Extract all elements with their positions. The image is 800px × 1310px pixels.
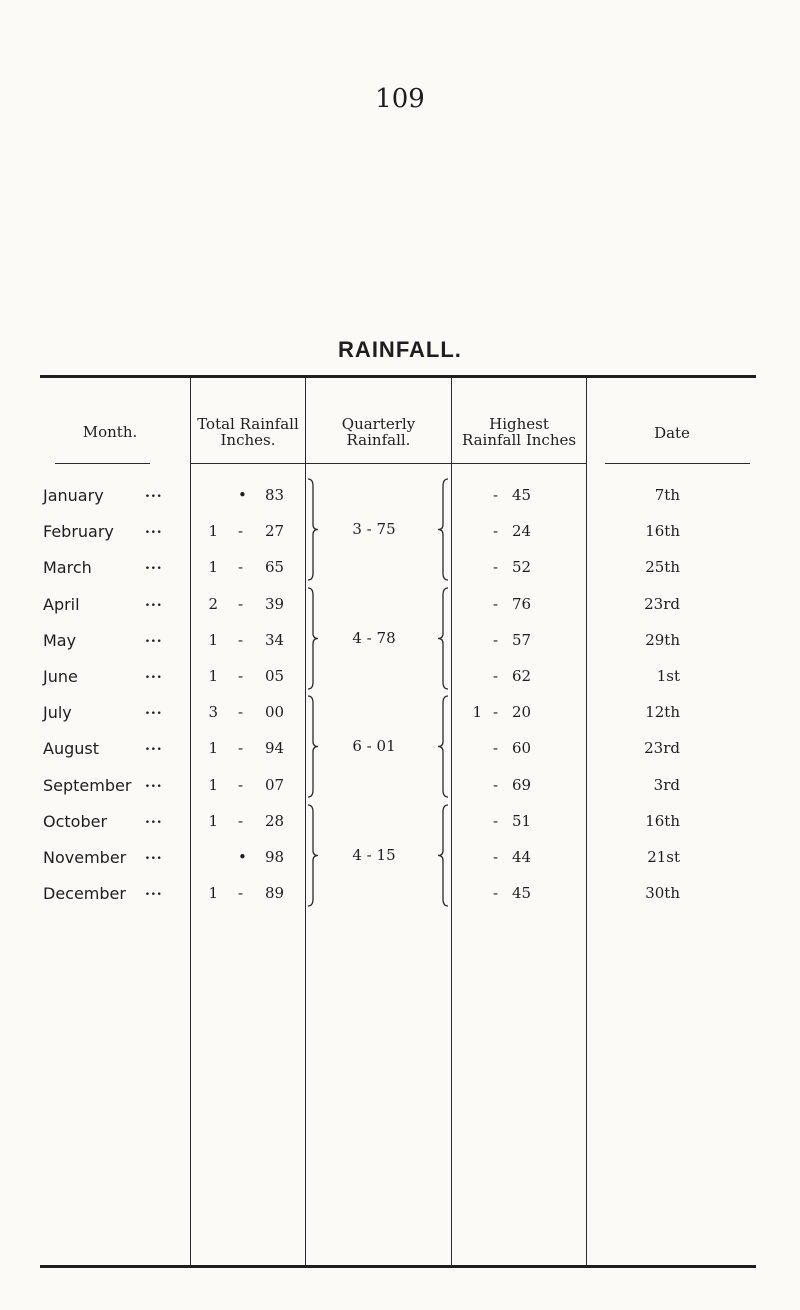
header-month: Month. (82, 423, 138, 441)
month-label: February (43, 522, 114, 541)
quarterly-value: 4 - 78 (352, 629, 396, 647)
highest-decimal: 24 (512, 522, 532, 540)
quarterly-value: 3 - 75 (352, 520, 396, 538)
quarterly-value: 6 - 01 (352, 737, 396, 755)
date-value: 21st (647, 848, 680, 866)
leader-dots: ... (145, 883, 163, 899)
total-decimal-point: - (238, 776, 244, 794)
total-decimal-point: - (238, 703, 244, 721)
highest-decimal-point: - (493, 667, 499, 685)
header-highest-line1: Highest (489, 415, 549, 433)
total-decimal: 94 (265, 739, 285, 757)
total-integer: 1 (208, 667, 218, 685)
total-integer: 1 (208, 522, 218, 540)
month-label: April (43, 595, 80, 614)
highest-integer: 1 (472, 703, 482, 721)
month-label: January (43, 486, 104, 505)
highest-decimal: 57 (512, 631, 532, 649)
header-total-line2: Inches. (220, 431, 276, 449)
month-label: March (43, 558, 92, 577)
header-date: Date (654, 424, 690, 442)
total-decimal: 83 (265, 486, 285, 504)
highest-decimal-point: - (493, 522, 499, 540)
total-decimal: 05 (265, 667, 285, 685)
highest-decimal: 45 (512, 884, 532, 902)
total-decimal: 34 (265, 631, 285, 649)
highest-decimal: 44 (512, 848, 532, 866)
total-integer: 2 (208, 595, 218, 613)
leader-dots: ... (145, 594, 163, 610)
total-decimal-point: - (238, 522, 244, 540)
highest-decimal-point: - (493, 776, 499, 794)
date-value: 23rd (644, 595, 680, 613)
total-decimal: 27 (265, 522, 285, 540)
page-title: RAINFALL. (338, 337, 462, 362)
total-decimal-point: - (238, 812, 244, 830)
total-decimal-point: • (238, 848, 247, 866)
month-label: June (43, 667, 78, 686)
date-value: 16th (645, 522, 680, 540)
quarterly-value: 4 - 15 (352, 846, 396, 864)
total-decimal-point: - (238, 558, 244, 576)
header-underline (55, 463, 150, 464)
total-decimal: 89 (265, 884, 285, 902)
leader-dots: ... (145, 485, 163, 501)
month-label: November (43, 848, 127, 867)
highest-decimal: 62 (512, 667, 532, 685)
highest-decimal-point: - (493, 558, 499, 576)
header-highest-rainfall (452, 416, 586, 448)
highest-decimal: 60 (512, 739, 532, 757)
header-underline (191, 463, 305, 464)
highest-decimal-point: - (493, 812, 499, 830)
header-quarterly-line2: Rainfall. (346, 431, 411, 449)
highest-decimal-point: - (493, 631, 499, 649)
highest-decimal: 51 (512, 812, 532, 830)
leader-dots: ... (145, 557, 163, 573)
page-number: 109 (375, 84, 425, 114)
highest-decimal-point: - (493, 595, 499, 613)
date-value: 12th (645, 703, 680, 721)
month-label: May (43, 631, 77, 650)
leader-dots: ... (145, 811, 163, 827)
header-total-line1: Total Rainfall (197, 415, 299, 433)
highest-decimal-point: - (493, 703, 499, 721)
leader-dots: ... (145, 666, 163, 682)
total-decimal-point: - (238, 884, 244, 902)
total-integer: 1 (208, 884, 218, 902)
highest-decimal: 69 (512, 776, 532, 794)
header-total-rainfall (191, 416, 305, 448)
month-label: September (43, 776, 132, 795)
header-quarterly-line1: Quarterly (341, 415, 416, 433)
column-divider (451, 378, 452, 1265)
header-underline (452, 463, 586, 464)
date-value: 25th (645, 558, 680, 576)
highest-decimal: 52 (512, 558, 532, 576)
date-value: 3rd (653, 776, 680, 794)
total-decimal: 07 (265, 776, 285, 794)
table-bottom-rule (40, 1265, 756, 1268)
total-integer: 3 (208, 703, 218, 721)
total-decimal: 00 (265, 703, 285, 721)
highest-decimal: 76 (512, 595, 532, 613)
header-underline (306, 463, 451, 464)
leader-dots: ... (145, 847, 163, 863)
month-label: December (43, 884, 126, 903)
total-integer: 1 (208, 776, 218, 794)
month-label: October (43, 812, 108, 831)
highest-decimal: 45 (512, 486, 532, 504)
total-decimal-point: - (238, 631, 244, 649)
total-integer: 1 (208, 812, 218, 830)
date-value: 7th (654, 486, 680, 504)
date-value: 29th (645, 631, 680, 649)
leader-dots: ... (145, 775, 163, 791)
total-integer: 1 (208, 558, 218, 576)
total-decimal: 98 (265, 848, 285, 866)
leader-dots: ... (145, 630, 163, 646)
date-value: 23rd (644, 739, 680, 757)
leader-dots: ... (145, 521, 163, 537)
date-value: 16th (645, 812, 680, 830)
total-decimal: 28 (265, 812, 285, 830)
total-integer: 1 (208, 739, 218, 757)
total-decimal-point: - (238, 739, 244, 757)
header-quarterly-rainfall (306, 416, 451, 448)
total-decimal-point: • (238, 486, 247, 504)
total-decimal: 39 (265, 595, 285, 613)
header-underline (605, 463, 750, 464)
total-decimal: 65 (265, 558, 285, 576)
date-value: 30th (645, 884, 680, 902)
highest-decimal-point: - (493, 486, 499, 504)
month-label: August (43, 739, 99, 758)
month-label: July (43, 703, 72, 722)
leader-dots: ... (145, 738, 163, 754)
table-top-rule (40, 375, 756, 378)
total-integer: 1 (208, 631, 218, 649)
header-highest-line2: Rainfall Inches (461, 431, 577, 449)
highest-decimal-point: - (493, 884, 499, 902)
leader-dots: ... (145, 702, 163, 718)
date-value: 1st (656, 667, 680, 685)
total-decimal-point: - (238, 667, 244, 685)
total-decimal-point: - (238, 595, 244, 613)
highest-decimal-point: - (493, 739, 499, 757)
highest-decimal-point: - (493, 848, 499, 866)
highest-decimal: 20 (512, 703, 532, 721)
column-divider (586, 378, 587, 1265)
